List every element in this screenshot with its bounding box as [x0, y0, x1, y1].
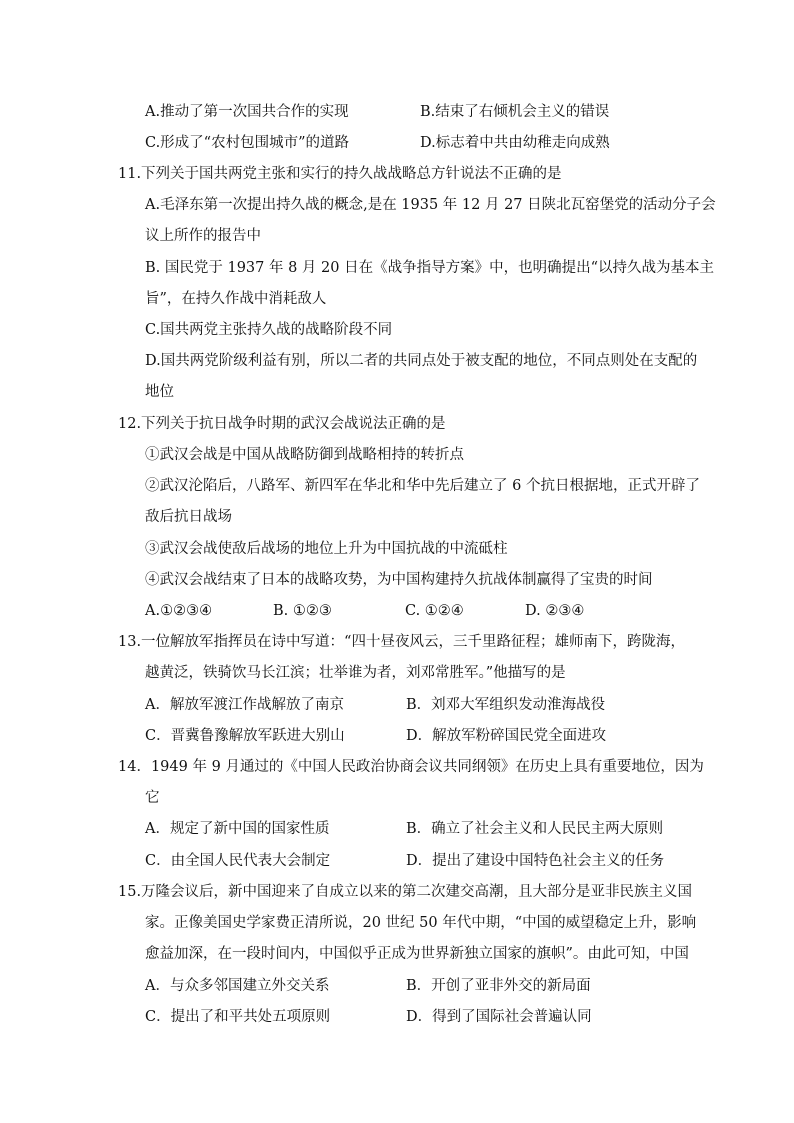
q11-option-a-line2: 议上所作的报告中: [145, 228, 261, 244]
q12-option-c: C. ①②④: [405, 603, 464, 619]
q10-option-a: A.推动了第一次国共合作的实现: [145, 104, 349, 120]
q12-option-b: B. ①②③: [273, 603, 332, 619]
q15-option-d: D．得到了国际社会普遍认同: [406, 1009, 592, 1025]
q13-option-d: D．解放军粉碎国民党全面进攻: [406, 728, 607, 744]
q11-option-d-line1: D.国共两党阶级利益有别，所以二者的共同点处于被支配的地位，不同点则处在支配的: [145, 353, 698, 369]
q12-statement-2-line2: 敌后抗日战场: [145, 509, 232, 525]
q12-statement-4: ④武汉会战结束了日本的战略攻势，为中国构建持久抗战体制赢得了宝贵的时间: [145, 572, 653, 588]
q15-stem-line1: 15.万隆会议后，新中国迎来了自成立以来的第二次建交高潮，且大部分是亚非民族主义国: [118, 884, 693, 900]
q14-option-c: C．由全国人民代表大会制定: [145, 853, 331, 869]
q11-option-d-line2: 地位: [145, 384, 174, 400]
q14-stem-line1: 14．1949 年 9 月通过的《中国人民政治协商会议共同纲领》在历史上具有重要地位，因为: [118, 759, 704, 775]
q15-option-c: C．提出了和平共处五项原则: [145, 1009, 331, 1025]
q13-stem-line2: 越黄泛，铁骑饮马长江滨；壮举谁为者，刘邓常胜军。”他描写的是: [145, 665, 566, 681]
q11-option-b-line2: 旨”，在持久作战中消耗敌人: [145, 291, 327, 307]
q15-stem-line3: 愈益加深，在一段时间内，中国似乎正成为世界新独立国家的旗帜”。由此可知，中国: [145, 946, 689, 962]
q12-option-a: A.①②③④: [145, 603, 213, 619]
q12-stem: 12.下列关于抗日战争时期的武汉会战说法正确的是: [118, 416, 446, 432]
q14-stem-line2: 它: [145, 790, 160, 806]
q11-option-c: C.国共两党主张持久战的战略阶段不同: [145, 322, 393, 338]
q12-option-d: D. ②③④: [525, 603, 585, 619]
q13-option-c: C．晋冀鲁豫解放军跃进大别山: [145, 728, 345, 744]
q12-statement-2-line1: ②武汉沦陷后，八路军、新四军在华北和华中先后建立了 6 个抗日根据地，正式开辟了: [145, 478, 700, 494]
q15-stem-line2: 家。正像美国史学家费正清所说，20 世纪 50 年代中期，“中国的威望稳定上升，影响: [145, 915, 697, 931]
q11-stem: 11.下列关于国共两党主张和实行的持久战战略总方针说法不正确的是: [118, 166, 562, 182]
q14-option-b: B．确立了社会主义和人民民主两大原则: [406, 821, 664, 837]
q10-option-d: D.标志着中共由幼稚走向成熟: [420, 135, 610, 151]
q10-option-b: B.结束了右倾机会主义的错误: [420, 104, 610, 120]
q11-option-a-line1: A.毛泽东第一次提出持久战的概念,是在 1935 年 12 月 27 日陕北瓦窑堡党的活动分子会: [145, 197, 716, 213]
q14-option-d: D．提出了建设中国特色社会主义的任务: [406, 853, 665, 869]
q13-stem-line1: 13.一位解放军指挥员在诗中写道：“四十昼夜风云，三千里路征程；雄师南下，跨陇海，: [118, 634, 685, 650]
q10-option-c: C.形成了“农村包围城市”的道路: [145, 135, 350, 151]
q12-statement-1: ①武汉会战是中国从战略防御到战略相持的转折点: [145, 447, 464, 463]
q13-option-b: B．刘邓大军组织发动淮海战役: [406, 697, 606, 713]
q11-option-b-line1: B. 国民党于 1937 年 8 月 20 日在《战争指导方案》中，也明确提出“以持久战为基本主: [145, 260, 715, 276]
q15-option-a: A．与众多邻国建立外交关系: [145, 978, 330, 994]
q13-option-a: A．解放军渡江作战解放了南京: [145, 697, 344, 713]
q12-statement-3: ③武汉会战使敌后战场的地位上升为中国抗战的中流砥柱: [145, 541, 508, 557]
q14-option-a: A．规定了新中国的国家性质: [145, 821, 330, 837]
q15-option-b: B．开创了亚非外交的新局面: [406, 978, 591, 994]
